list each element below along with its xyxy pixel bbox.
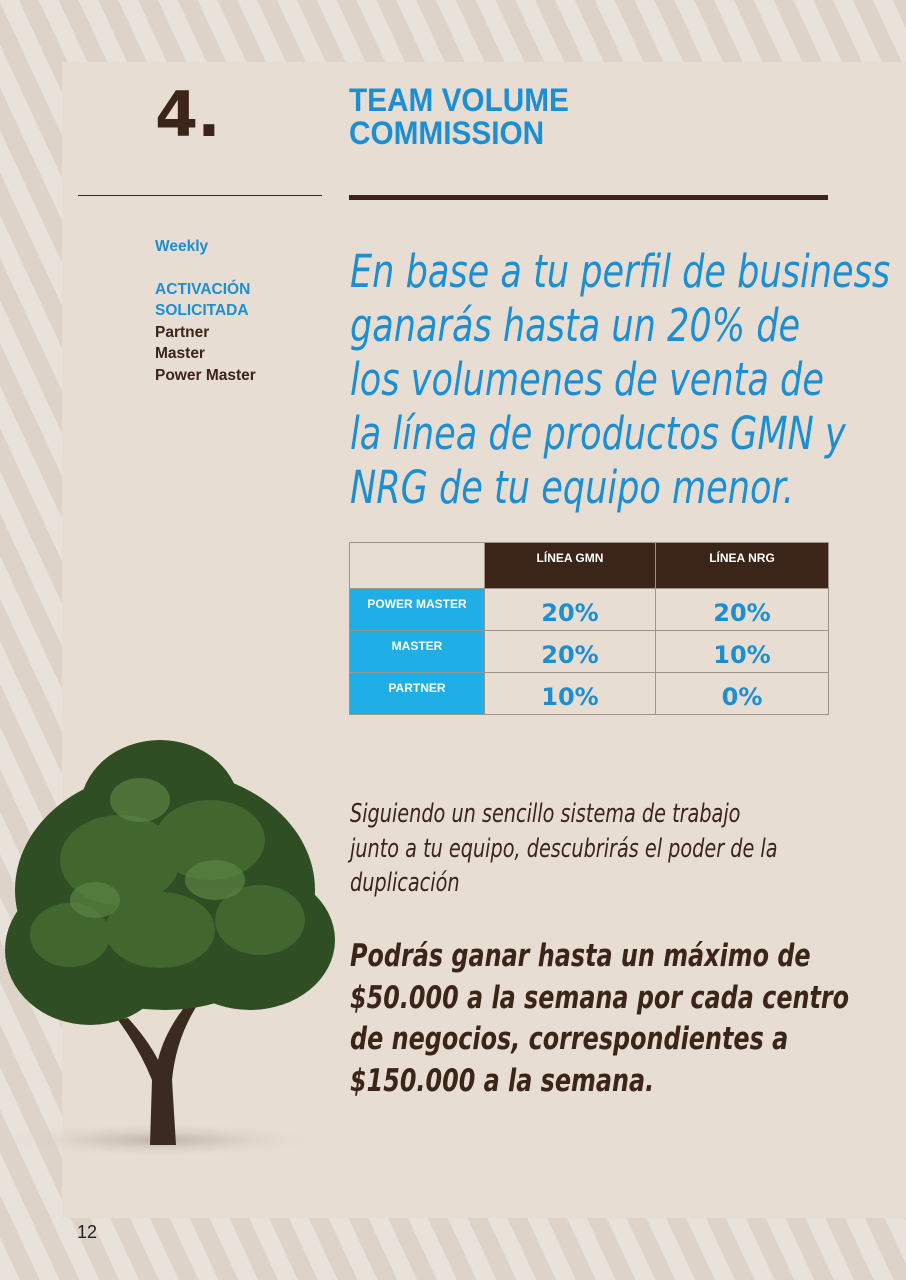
paragraph-line: $50.000 a la semana por cada centro — [350, 979, 850, 1016]
table-cell: 20% — [656, 589, 829, 631]
rank-item: Partner — [155, 323, 210, 341]
commission-table — [349, 542, 829, 715]
row-header: MASTER — [350, 631, 485, 673]
section-number: 4. — [155, 78, 220, 151]
row-header: POWER MASTER — [350, 589, 485, 631]
paragraph-earnings — [350, 936, 850, 1102]
divider-thin — [78, 195, 322, 196]
table-cell: 20% — [485, 589, 656, 631]
sidebar-info — [155, 236, 256, 386]
divider-thick — [349, 195, 828, 200]
table-header-row — [350, 543, 829, 589]
table-corner-cell — [350, 543, 485, 589]
headline-line: En base a tu perfil de business — [350, 245, 891, 298]
table-row — [350, 589, 829, 631]
activation-label: ACTIVACIÓN — [155, 280, 251, 298]
table-cell: 0% — [656, 673, 829, 715]
column-header-nrg: LÍNEA NRG — [656, 543, 829, 589]
table-cell: 20% — [485, 631, 656, 673]
paragraph-line: junto a tu equipo, descubrirás el poder de la — [350, 833, 778, 864]
table-cell: 10% — [485, 673, 656, 715]
paragraph-line: Podrás ganar hasta un máximo de — [350, 938, 811, 974]
activation-label: SOLICITADA — [155, 302, 249, 319]
paragraph-line: duplicación — [350, 868, 460, 898]
rank-item: Master — [155, 345, 205, 362]
paragraph-line: $150.000 a la semana. — [350, 1062, 655, 1099]
table-row — [350, 673, 829, 715]
section-title — [349, 84, 569, 150]
headline — [350, 245, 891, 515]
table-cell: 10% — [656, 631, 829, 673]
headline-line: ganarás hasta un 20% de — [350, 299, 801, 352]
row-header: PARTNER — [350, 673, 485, 715]
section-title-line: TEAM VOLUME — [349, 82, 569, 118]
column-header-gmn: LÍNEA GMN — [485, 543, 656, 589]
headline-line: los volumenes de venta de — [350, 353, 824, 406]
page-number: 12 — [77, 1222, 98, 1242]
tree-image — [0, 720, 340, 1160]
paragraph-system — [350, 797, 778, 901]
section-title-line: COMMISSION — [349, 115, 545, 151]
rank-item: Power Master — [155, 366, 256, 384]
paragraph-line: de negocios, correspondientes a — [350, 1021, 789, 1057]
headline-line: la línea de productos GMN y — [350, 407, 846, 460]
paragraph-line: Siguiendo un sencillo sistema de trabajo — [350, 799, 741, 829]
table-row — [350, 631, 829, 673]
frequency-label: Weekly — [155, 238, 209, 255]
headline-line: NRG de tu equipo menor. — [350, 461, 794, 514]
